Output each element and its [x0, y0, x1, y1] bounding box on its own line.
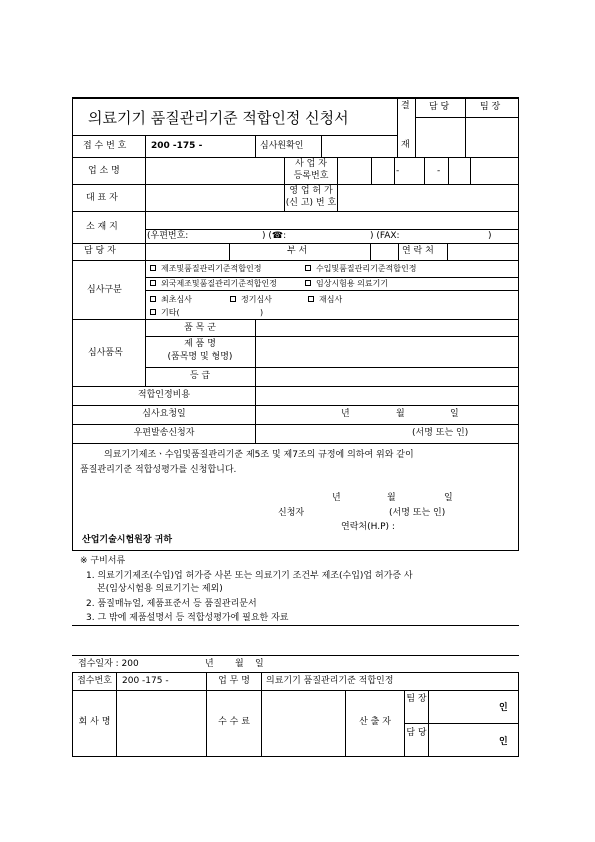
option-periodic-review: 정기심사	[241, 295, 272, 304]
postal-code-label: (우편번호:	[147, 231, 189, 241]
hp-contact-label: 연락처(H.P) :	[341, 522, 395, 532]
stub-date-day: 일	[255, 659, 264, 669]
checkbox-clinical-device[interactable]	[305, 280, 311, 286]
company-name-label: 업 소 명	[88, 166, 120, 176]
applicant-sign: (서명 또는 인)	[389, 508, 446, 518]
request-date-year: 년	[341, 409, 350, 419]
checkbox-periodic-review[interactable]	[230, 296, 236, 302]
approval-side-bottom: 재	[401, 140, 410, 150]
manager-field[interactable]	[147, 245, 227, 259]
receipt-number-label: 접 수 번 호	[83, 141, 127, 151]
approval-col-manager: 담 당	[429, 102, 450, 112]
biz-reg-field-1[interactable]	[338, 159, 370, 183]
mail-requester-sign: (서명 또는 인)	[412, 428, 469, 438]
option-foreign-gmp: 외국제조및품질관리기준적합인정	[161, 279, 277, 288]
review-items-label: 심사품목	[88, 348, 123, 358]
stub-date-label: 접수일자 : 200	[78, 659, 139, 669]
stub-date-month: 월	[235, 659, 244, 669]
representative-field[interactable]	[146, 187, 283, 209]
biz-reg-label-1: 사 업 자	[295, 159, 327, 169]
stub-date-year: 년	[205, 659, 214, 669]
contact-label: 연 락 처	[402, 246, 434, 256]
grade-field[interactable]	[257, 369, 517, 385]
biz-reg-separator-1: -	[396, 166, 400, 176]
stub-seal-team: 인	[499, 703, 508, 713]
sign-date-month: 월	[387, 493, 396, 503]
form-title: 의료기기 품질관리기준 적합인정 신청서	[88, 109, 349, 127]
stub-receipt-label: 접수번호	[77, 676, 112, 686]
sign-date-year: 년	[332, 493, 341, 503]
fee-field[interactable]	[257, 388, 517, 404]
address-label: 소 재 지	[86, 222, 118, 232]
option-re-review: 재심사	[319, 295, 343, 304]
stub-duty-label: 업 무 명	[218, 676, 250, 686]
representative-label: 대 표 자	[86, 193, 118, 203]
license-label-1: 영 업 허 가	[289, 186, 333, 196]
mail-requester-label: 우편발송신청자	[133, 428, 195, 438]
addressee: 산업기술시험원장 귀하	[82, 535, 173, 545]
biz-reg-label-2: 등록번호	[293, 171, 329, 181]
checkbox-other[interactable]	[150, 309, 156, 315]
stub-duty-value: 의료기기 품질관리기준 적합인정	[266, 676, 394, 686]
product-name-label: 제 품 명	[184, 339, 216, 349]
checkbox-manufacture-gmp[interactable]	[150, 265, 156, 271]
license-label-2: (신 고) 번 호	[285, 198, 337, 208]
approval-col-team-lead: 팀 장	[480, 102, 501, 112]
option-other: 기타(	[161, 308, 180, 317]
option-manufacture-gmp: 제조및품질관리기준적합인정	[161, 264, 262, 273]
stub-company-label: 회 사 명	[78, 717, 111, 727]
applicant-label: 신청자	[278, 508, 305, 518]
checkbox-initial-review[interactable]	[150, 296, 156, 302]
stub-team-label: 팀 장	[406, 694, 427, 704]
address-field[interactable]	[147, 213, 517, 228]
stub-fee-label: 수 수 료	[218, 717, 250, 727]
manager-label: 담 당 자	[84, 246, 116, 256]
checkbox-foreign-gmp[interactable]	[150, 280, 156, 286]
docs-item-1b: 본(임상시험용 의료기기는 제외)	[97, 584, 223, 594]
fax-close: )	[488, 231, 492, 241]
biz-reg-separator-2: -	[437, 166, 441, 176]
request-date-month: 월	[396, 409, 405, 419]
product-name-field[interactable]	[257, 338, 517, 366]
option-other-close: )	[260, 308, 264, 317]
option-initial-review: 최초심사	[161, 295, 192, 304]
fee-label: 적합인정비용	[137, 390, 191, 400]
stub-company-field[interactable]	[118, 692, 204, 754]
request-date-label: 심사요청일	[142, 409, 186, 419]
reviewer-check-label: 심사원확인	[260, 141, 304, 151]
product-model-label: (품목명 및 형명)	[167, 352, 233, 362]
department-label: 부 서	[287, 246, 308, 256]
approval-side-top: 결	[401, 101, 410, 111]
stub-receipt-value: 200 -175 -	[122, 676, 169, 686]
statement-line-1: 의료기기제조ㆍ수입및품질관리기준 제5조 및 제7조의 규정에 의하여 위와 같이	[104, 450, 414, 460]
company-name-field[interactable]	[146, 160, 283, 182]
product-group-label: 품 목 군	[184, 323, 216, 333]
phone-label: ) (☎:	[262, 231, 287, 241]
docs-header: ※ 구비서류	[80, 556, 126, 566]
receipt-number-value: 200 -175 -	[151, 141, 203, 151]
checkbox-import-gmp[interactable]	[305, 265, 311, 271]
option-clinical-device: 임상시험용 의료기기	[316, 279, 389, 288]
docs-item-2: 2. 품질매뉴얼, 제품표준서 등 품질관리문서	[86, 599, 257, 609]
request-date-day: 일	[450, 409, 459, 419]
fax-label: ) (FAX:	[370, 231, 400, 241]
docs-item-1a: 1. 의료기기제조(수입)업 허가증 사본 또는 의료기기 조건부 제조(수입)업 허가증 사	[86, 571, 413, 581]
checkbox-re-review[interactable]	[308, 296, 314, 302]
sign-date-day: 일	[444, 493, 453, 503]
stub-staff-label: 담 당	[406, 728, 427, 738]
option-import-gmp: 수입및품질관리기준적합인정	[316, 264, 417, 273]
license-number-field[interactable]	[339, 187, 517, 209]
stub-seal-staff: 인	[499, 737, 508, 747]
review-type-label: 심사구분	[87, 285, 122, 295]
docs-item-3: 3. 그 밖에 제품설명서 등 적합성평가에 필요한 자료	[86, 613, 289, 623]
grade-label: 등 급	[189, 371, 211, 381]
product-group-field[interactable]	[257, 321, 517, 335]
stub-calc-label: 산 출 자	[359, 717, 391, 727]
statement-line-2: 품질관리기준 적합성평가를 신청합니다.	[80, 465, 237, 475]
biz-reg-field-3[interactable]	[472, 159, 517, 183]
